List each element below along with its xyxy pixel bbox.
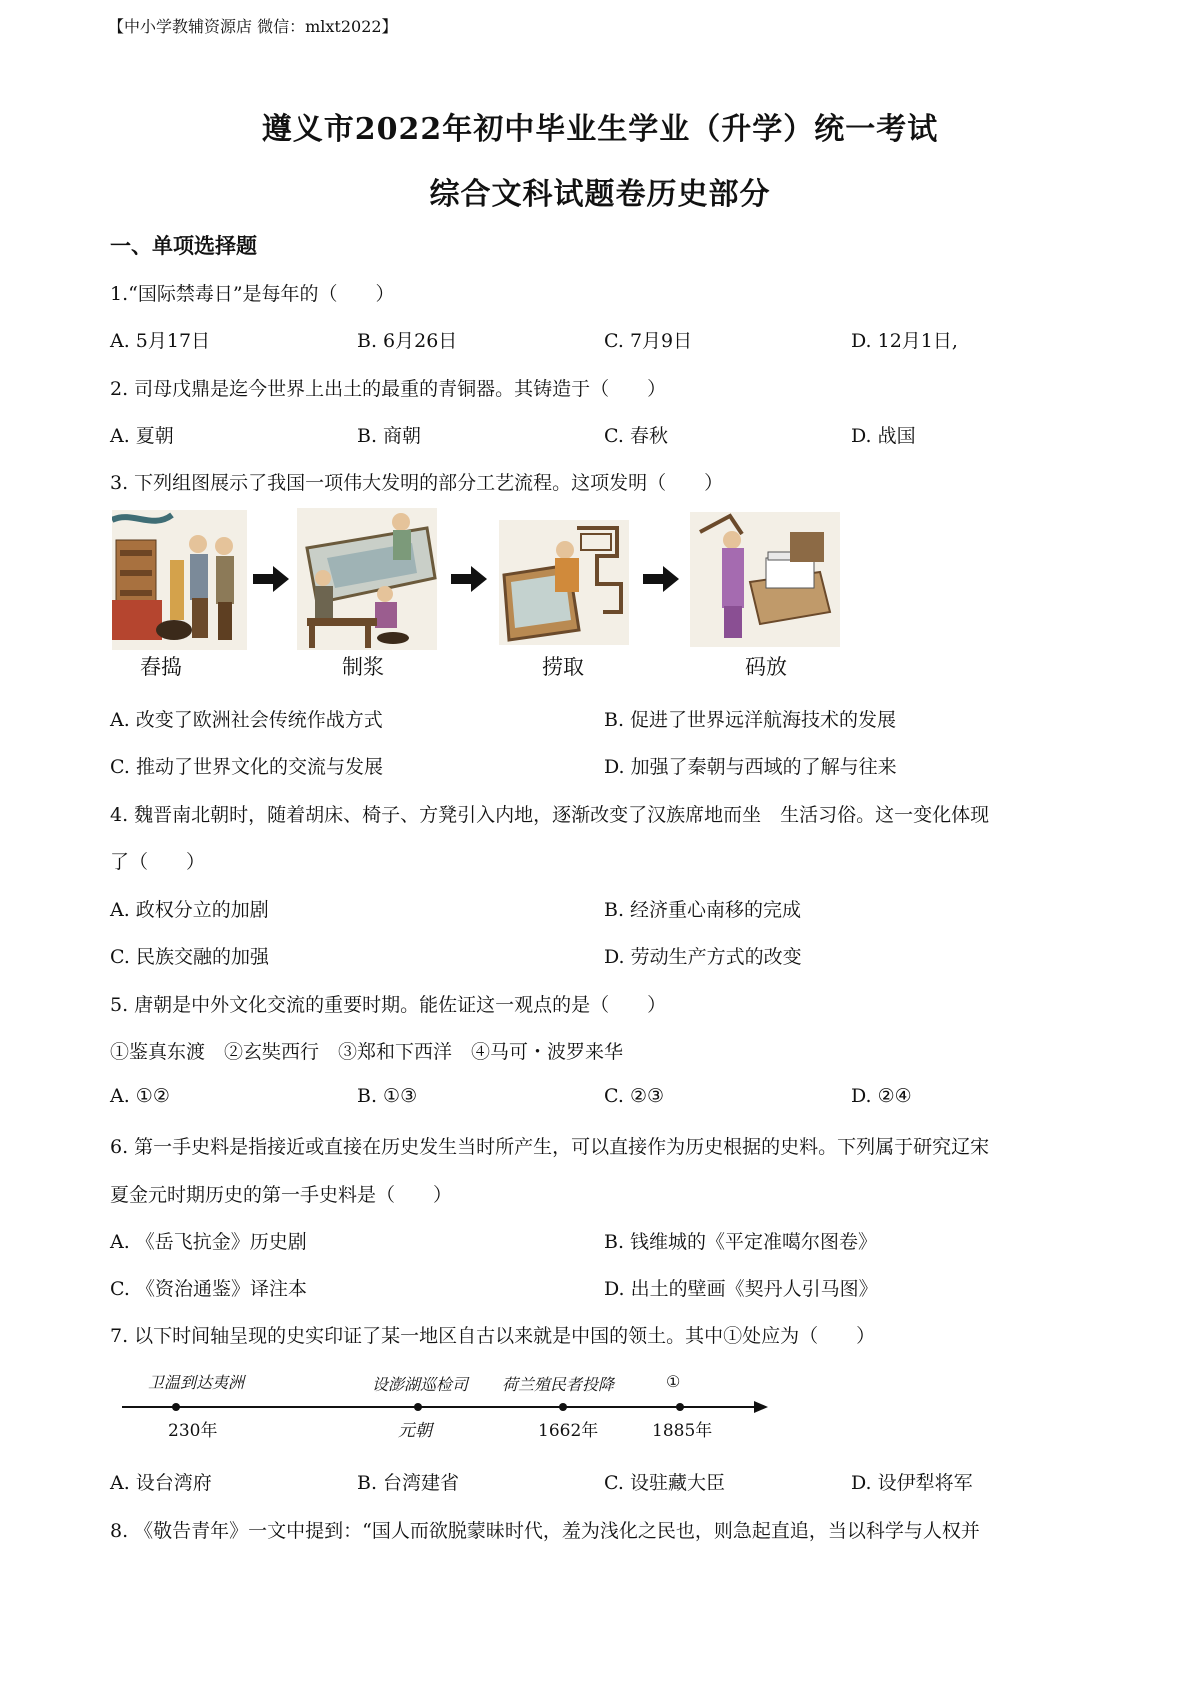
question-stem: 5. 唐朝是中外文化交流的重要时期。能佐证这一观点的是（ ） — [110, 994, 667, 1016]
question-stem: 7. 以下时间轴呈现的史实印证了某一地区自古以来就是中国的领土。其中①处应为（ ） — [110, 1325, 876, 1347]
timeline-date: 230年 — [168, 1421, 218, 1441]
option-c: C. 春秋 — [604, 425, 668, 447]
question-stem: 8. 《敬告青年》一文中提到：“国人而欲脱蒙昧时代，羞为浅化之民也，则急起直追，当以科学与人权并 — [110, 1520, 980, 1542]
option-a: A. 改变了欧洲社会传统作战方式 — [110, 709, 383, 731]
option-d: D. 出土的壁画《契丹人引马图》 — [604, 1278, 878, 1300]
option-c: C. ②③ — [604, 1085, 665, 1107]
option-a: A. 5月17日 — [110, 330, 211, 352]
scooping-illustration — [499, 520, 629, 645]
option-a: A. 《岳飞抗金》历史剧 — [110, 1231, 307, 1253]
figure-label: 制浆 — [342, 655, 384, 679]
arrow-right-icon — [253, 566, 289, 592]
pounding-illustration — [112, 510, 247, 650]
figure-label: 舂捣 — [140, 655, 182, 679]
exam-title: 遵义市2022年初中毕业生学业（升学）统一考试 — [261, 112, 939, 147]
option-d: D. 12月1日, — [851, 330, 958, 352]
option-d: D. 加强了秦朝与西域的了解与往来 — [604, 756, 897, 778]
timeline-event-blank: ① — [666, 1372, 681, 1391]
option-b: B. 促进了世界远洋航海技术的发展 — [604, 709, 897, 731]
question-stem-continued: 夏金元时期历史的第一手史料是（ ） — [110, 1184, 453, 1206]
option-c: C. 推动了世界文化的交流与发展 — [110, 756, 383, 778]
timeline-event: 设澎湖巡检司 — [372, 1375, 469, 1394]
option-d: D. ②④ — [851, 1085, 912, 1107]
timeline-axis — [118, 1398, 770, 1416]
option-b: B. 钱维城的《平定准噶尔图卷》 — [604, 1231, 878, 1253]
page-header-note: 【中小学教辅资源店 微信：mlxt2022】 — [108, 17, 398, 36]
option-c: C. 设驻藏大臣 — [604, 1472, 725, 1494]
exam-subtitle: 综合文科试题卷历史部分 — [429, 177, 771, 212]
option-a: A. 夏朝 — [110, 425, 174, 447]
timeline-date: 1662年 — [538, 1421, 599, 1441]
option-b: B. 商朝 — [357, 425, 422, 447]
timeline-event: 荷兰殖民者投降 — [502, 1375, 615, 1394]
option-b: B. ①③ — [357, 1085, 418, 1107]
arrow-right-icon — [643, 566, 679, 592]
question-stem: 2. 司母戊鼎是迄今世界上出土的最重的青铜器。其铸造于（ ） — [110, 378, 667, 400]
option-b: B. 台湾建省 — [357, 1472, 460, 1494]
arrow-right-icon — [451, 566, 487, 592]
option-a: A. 政权分立的加剧 — [110, 899, 269, 921]
option-d: D. 设伊犁将军 — [851, 1472, 973, 1494]
option-c: C. 7月9日 — [604, 330, 693, 352]
option-d: D. 劳动生产方式的改变 — [604, 946, 802, 968]
option-c: C. 民族交融的加强 — [110, 946, 269, 968]
option-d: D. 战国 — [851, 425, 916, 447]
option-b: B. 经济重心南移的完成 — [604, 899, 802, 921]
option-b: B. 6月26日 — [357, 330, 458, 352]
timeline-event: 卫温到达夷洲 — [148, 1373, 245, 1392]
option-a: A. 设台湾府 — [110, 1472, 212, 1494]
question-stem: 4. 魏晋南北朝时，随着胡床、椅子、方凳引入内地，逐渐改变了汉族席地而坐 生活习俗。这一变化体现 — [110, 804, 990, 826]
option-c: C. 《资治通鉴》译注本 — [110, 1278, 307, 1300]
option-a: A. ①② — [110, 1085, 170, 1107]
question-stem-continued: 了（ ） — [110, 851, 206, 873]
timeline-date: 1885年 — [652, 1421, 713, 1441]
section-heading: 一、单项选择题 — [110, 233, 257, 258]
timeline-date: 元朝 — [398, 1421, 432, 1441]
question-stem: 6. 第一手史料是指接近或直接在历史发生当时所产生，可以直接作为历史根据的史料。下列属于研究辽宋 — [110, 1136, 990, 1158]
figure-label: 捞取 — [542, 655, 584, 679]
figure-label: 码放 — [745, 655, 787, 679]
question-sub-items: ①鉴真东渡 ②玄奘西行 ③郑和下西洋 ④马可・波罗来华 — [110, 1041, 624, 1063]
pulping-illustration — [297, 508, 437, 650]
question-stem: 1.“国际禁毒日”是每年的（ ） — [110, 283, 395, 305]
question-stem: 3. 下列组图展示了我国一项伟大发明的部分工艺流程。这项发明（ ） — [110, 472, 724, 494]
stacking-illustration — [690, 512, 840, 647]
